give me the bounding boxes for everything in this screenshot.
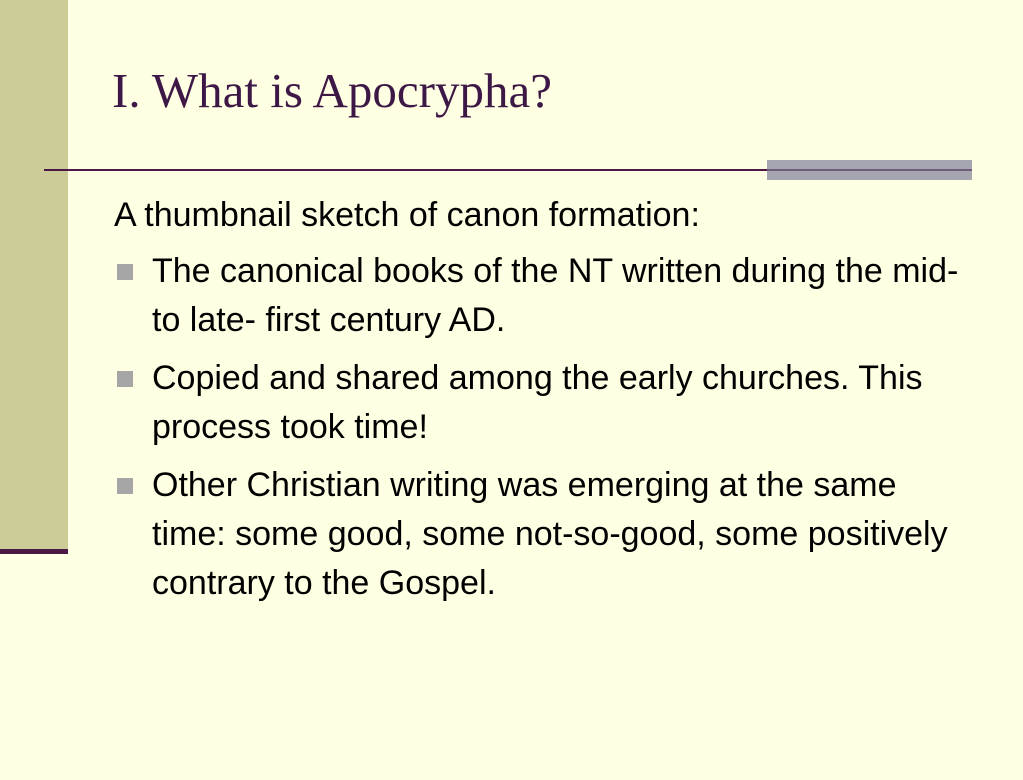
left-sidebar-bar: [0, 0, 68, 553]
square-bullet-icon: [117, 371, 133, 387]
title-divider-accent-block: [767, 160, 972, 180]
bullet-item: [114, 354, 974, 452]
square-bullet-icon: [117, 264, 133, 280]
slide-body: [114, 191, 974, 617]
bullet-item: [114, 461, 974, 608]
intro-text: A thumbnail sketch of canon formation:: [114, 196, 700, 234]
slide-title: I. What is Apocrypha?: [112, 63, 552, 118]
bullet-text: The canonical books of the NT written during the mid- to late- first century AD.: [152, 252, 959, 339]
left-sidebar-accent-line: [0, 549, 68, 554]
bullet-text: Copied and shared among the early churches. This process took time!: [152, 359, 923, 446]
bullet-text: Other Christian writing was emerging at the same time: some good, some not-so-good, some positively contrary to the Gospel.: [152, 466, 948, 602]
bullet-item: [114, 247, 974, 345]
square-bullet-icon: [117, 478, 133, 494]
